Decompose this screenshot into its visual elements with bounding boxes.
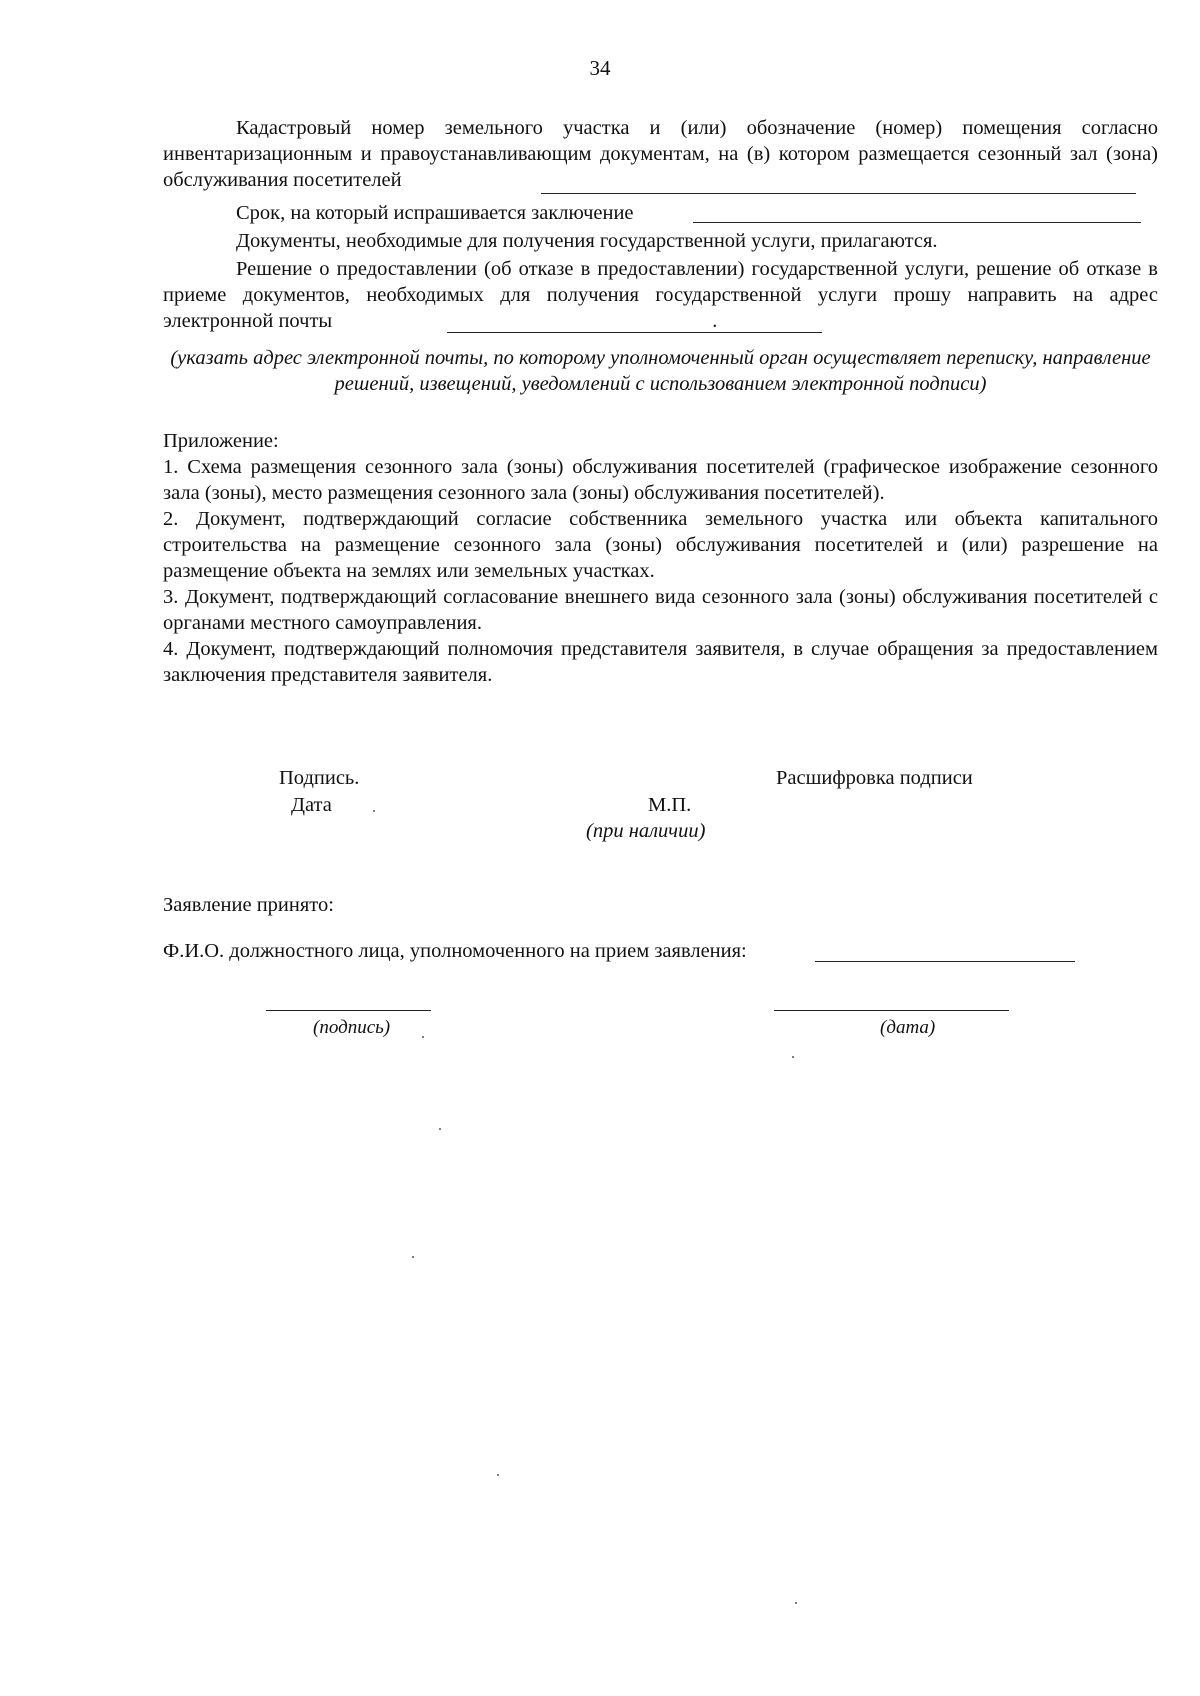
decision-end: . <box>712 310 718 332</box>
term-field[interactable] <box>693 222 1141 223</box>
official-signature-field[interactable] <box>266 1010 431 1011</box>
attachments-heading: Приложение: <box>163 430 279 452</box>
email-note: (указать адрес электронной почты, по которому уполномоченный орган осуществляет переписку, направление решений, извещений, уведомлений с использованием электронной подписи) <box>170 347 1151 395</box>
accepted-label: Заявление принято: <box>163 894 334 916</box>
cadastral-paragraph <box>163 115 1158 195</box>
attachment-item-1: 1. Схема размещения сезонного зала (зоны) обслуживания посетителей (графическое изображение сезонного зала (зоны), место размещения сезонного зала (зоны) обслуживания посетителей). <box>163 456 1158 504</box>
signature-caption: (подпись) <box>313 1017 391 1038</box>
signature-label: Подпись. <box>279 767 360 789</box>
documents-line: Документы, необходимые для получения государственной услуги, прилагаются. <box>236 230 938 252</box>
term-label: Срок, на который испрашивается заключение <box>236 202 634 224</box>
official-label: Ф.И.О. должностного лица, уполномоченного на прием заявления: <box>163 940 747 962</box>
acceptance-date-field[interactable] <box>774 1010 1009 1011</box>
official-name-field[interactable] <box>815 961 1075 962</box>
email-field[interactable] <box>447 332 822 333</box>
cadastral-text: Кадастровый номер земельного участка и (или) обозначение (номер) помещения согласно инвентаризационным и правоустанавливающим документам, на (в) котором размещается сезонный зал (зона) обслуживания посетителей <box>163 117 1158 191</box>
stamp-note: (при наличии) <box>586 820 706 842</box>
date-label: Дата <box>291 794 332 816</box>
cadastral-field[interactable] <box>541 193 1136 194</box>
scan-speck <box>422 1036 424 1038</box>
scan-speck <box>795 1602 797 1604</box>
scan-speck <box>373 810 375 812</box>
decision-text: Решение о предоставлении (об отказе в предоставлении) государственной услуги, решение об отказе в приеме документов, необходимых для получения государственной услуги прошу направить на адрес электронной почты <box>163 258 1158 332</box>
attachment-item-2: 2. Документ, подтверждающий согласие собственника земельного участка или объекта капитального строительства на размещение сезонного зала (зоны) обслуживания посетителей и (или) разрешение на размещение объекта на землях или земельных участках. <box>163 508 1158 582</box>
stamp-label: М.П. <box>648 794 692 816</box>
scan-speck <box>439 1128 441 1130</box>
signature-decoding-label: Расшифровка подписи <box>776 767 973 789</box>
scan-speck <box>497 1474 499 1476</box>
attachment-item-4: 4. Документ, подтверждающий полномочия представителя заявителя, в случае обращения за предоставлением заключения представителя заявителя. <box>163 638 1158 686</box>
page-number: 34 <box>589 56 611 80</box>
date-caption: (дата) <box>880 1017 936 1038</box>
decision-paragraph <box>163 256 1158 334</box>
attachment-item-3: 3. Документ, подтверждающий согласование внешнего вида сезонного зала (зоны) обслуживания посетителей с органами местного самоуправления. <box>163 586 1158 634</box>
scan-speck <box>412 1256 414 1258</box>
scan-speck <box>792 1056 794 1058</box>
